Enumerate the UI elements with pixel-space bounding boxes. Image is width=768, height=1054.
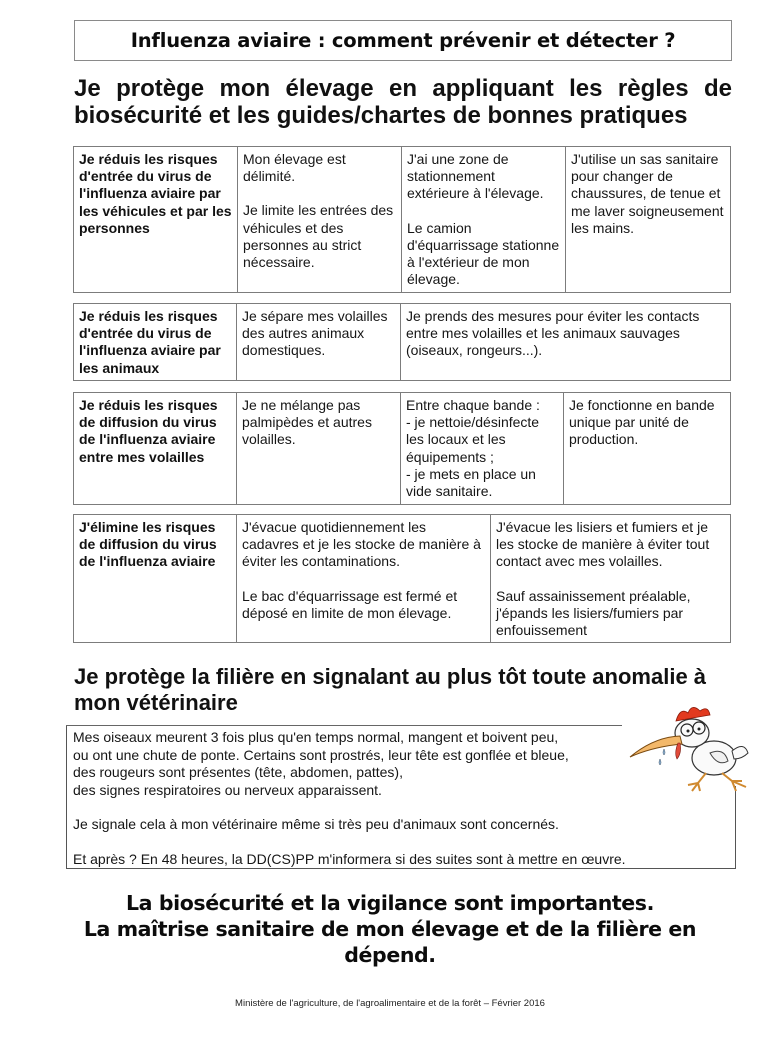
table-cell: J'évacue les lisiers et fumiers et je les stocke de manière à éviter tout contact avec mes volailles. Sauf assainissement préalable, j'épands les lisiers/fumiers par enfouissement — [491, 515, 731, 643]
biosecurity-table-vehicles-persons — [73, 146, 731, 293]
section-2-heading: Je protège la filière en signalant au plus tôt toute anomalie à mon vétérinaire — [74, 664, 707, 715]
symptom-line: des signes respiratoires ou nerveux apparaissent. — [73, 781, 382, 798]
conclusion-message: La biosécurité et la vigilance sont importantes. La maîtrise sanitaire de mon élevage et de la filière en dépend. — [83, 891, 697, 967]
biosecurity-table-animals — [73, 303, 731, 381]
table-row — [74, 147, 731, 293]
biosecurity-table-diffusion-between-flocks — [73, 392, 731, 505]
report-instruction: Je signale cela à mon vétérinaire même si très peu d'animaux sont concernés. — [73, 816, 559, 832]
table-cell: Je ne mélange pas palmipèdes et autres volailles. — [237, 393, 401, 505]
section-1-heading: Je protège mon élevage en appliquant les règles de biosécurité et les guides/chartes de bonnes pratiques — [74, 75, 732, 129]
table-cell: J'ai une zone de stationnement extérieure à l'élevage. Le camion d'équarrissage stationne à l'extérieur de mon élevage. — [402, 147, 566, 293]
row-header: Je réduis les risques de diffusion du virus de l'influenza aviaire entre mes volailles — [74, 393, 237, 505]
symptom-line: Mes oiseaux meurent 3 fois plus qu'en temps normal, mangent et boivent peu, — [73, 729, 559, 745]
symptom-line: ou ont une chute de ponte. Certains sont prostrés, leur tête est gonflée et bleue, — [73, 746, 569, 763]
table-cell: Je fonctionne en bande unique par unité de production. — [564, 393, 731, 505]
table-cell: Mon élevage est délimité. Je limite les entrées des véhicules et des personnes au strict nécessaire. — [238, 147, 402, 293]
table-cell: Entre chaque bande : - je nettoie/désinfecte les locaux et les équipements ; - je mets en place un vide sanitaire. — [401, 393, 564, 505]
table-cell: J'évacue quotidiennement les cadavres et je les stocke de manière à éviter les contaminations. Le bac d'équarrissage est fermé et déposé en limite de mon élevage. — [237, 515, 491, 643]
row-header: J'élimine les risques de diffusion du virus de l'influenza aviaire — [74, 515, 237, 643]
table-cell: J'utilise un sas sanitaire pour changer de chaussures, de tenue et me laver soigneusement les mains. — [566, 147, 731, 293]
document-title: Influenza aviaire : comment prévenir et détecter ? — [130, 29, 676, 52]
symptom-line: des rougeurs sont présentes (tête, abdomen, pattes), — [73, 764, 403, 780]
sick-chicken-illustration-icon — [624, 703, 764, 797]
followup-text: Et après ? En 48 heures, la DD(CS)PP m'informera si des suites sont à mettre en œuvre. — [73, 850, 626, 867]
table-cell: Je sépare mes volailles des autres animaux domestiques. — [237, 304, 401, 381]
table-row — [74, 304, 731, 381]
table-row — [74, 393, 731, 505]
table-cell: Je prends des mesures pour éviter les contacts entre mes volailles et les animaux sauvages (oiseaux, rongeurs...). — [401, 304, 731, 381]
table-row — [74, 515, 731, 643]
row-header: Je réduis les risques d'entrée du virus de l'influenza aviaire par les véhicules et par les personnes — [74, 147, 238, 293]
footer-credit: Ministère de l'agriculture, de l'agroalimentaire et de la forêt – Février 2016 — [235, 998, 545, 1009]
row-header: Je réduis les risques d'entrée du virus de l'influenza aviaire par les animaux — [74, 304, 237, 381]
document-title-box — [74, 20, 732, 61]
biosecurity-table-elimination — [73, 514, 731, 643]
